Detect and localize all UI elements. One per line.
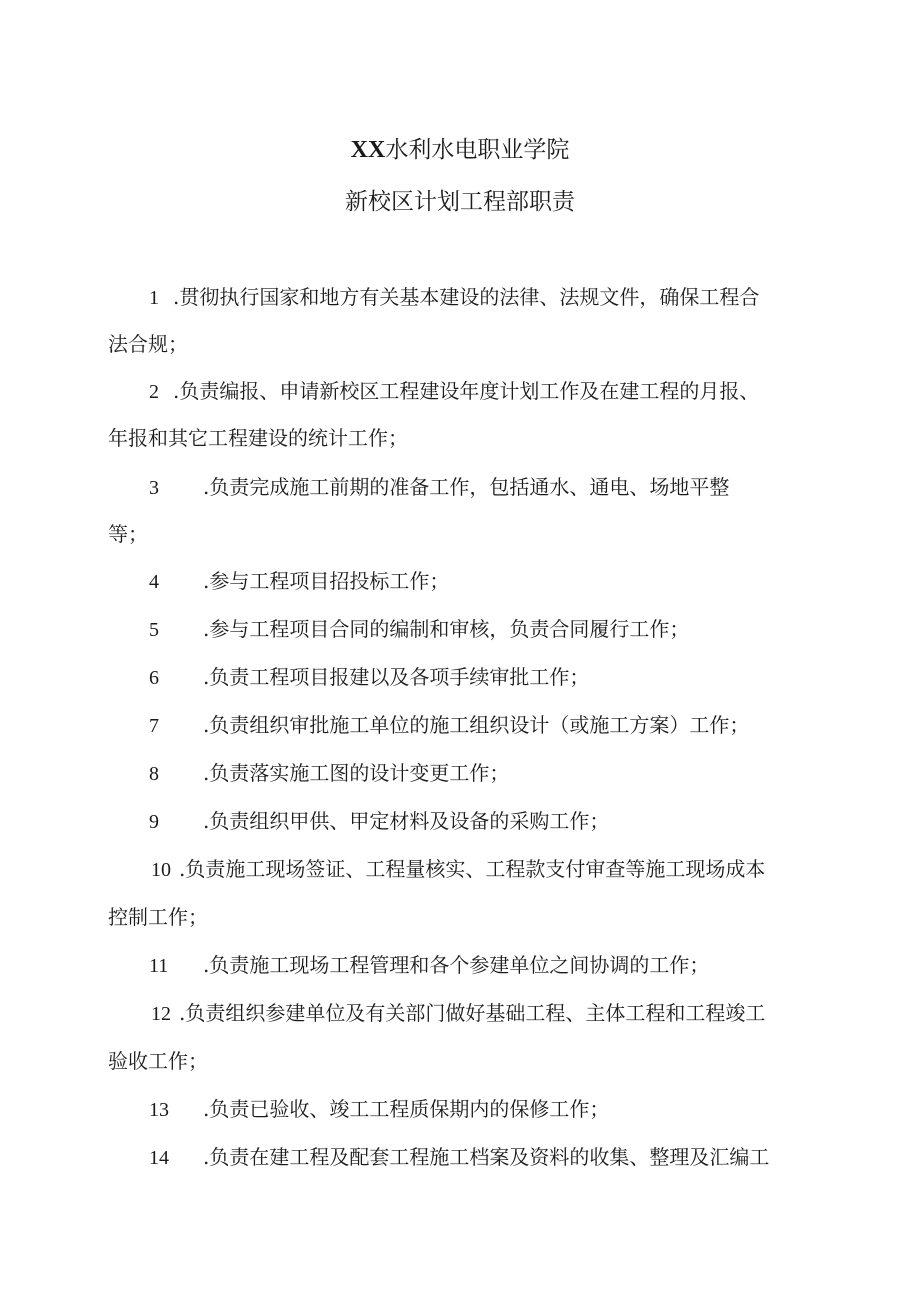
item-number: 12	[151, 1003, 171, 1025]
item-number: 14	[149, 1147, 169, 1169]
list-item	[151, 854, 920, 885]
item-number: 2	[149, 381, 159, 403]
list-item	[149, 472, 920, 503]
item-text: .负责组织参建单位及有关部门做好基础工程、主体工程和工程竣工	[179, 1001, 766, 1025]
item-text: .参与工程项目合同的编制和审核，负责合同履行工作；	[203, 617, 690, 641]
title-latin: XX	[350, 137, 386, 163]
item-number: 3	[149, 477, 159, 499]
list-item	[149, 376, 920, 407]
item-text: .负责完成施工前期的准备工作，包括通水、通电、场地平整	[203, 475, 730, 499]
item-text: .参与工程项目招投标工作；	[203, 569, 450, 593]
item-number: 11	[149, 955, 169, 977]
document-subtitle: 新校区计划工程部职责	[345, 189, 575, 215]
item-text: .负责在建工程及配套工程施工档案及资料的收集、整理及汇编工	[203, 1145, 770, 1169]
item-number: 6	[149, 667, 159, 689]
list-item	[149, 950, 920, 981]
title-rest: 水利水电职业学院	[385, 137, 570, 163]
item-number: 5	[149, 619, 159, 641]
list-item	[149, 710, 920, 741]
item-text: .负责施工现场签证、工程量核实、工程款支付审查等施工现场成本	[179, 857, 766, 881]
list-item	[149, 662, 920, 693]
item-continuation: 等；	[108, 522, 148, 546]
item-text: .负责落实施工图的设计变更工作；	[203, 761, 510, 785]
item-continuation: 法合规；	[108, 332, 188, 356]
item-number: 7	[149, 715, 159, 737]
item-text: .负责工程项目报建以及各项手续审批工作；	[203, 665, 590, 689]
item-number: 4	[149, 571, 159, 593]
list-item	[149, 614, 920, 645]
item-text: .负责组织审批施工单位的施工组织设计（或施工方案）工作；	[203, 713, 750, 737]
item-number: 13	[149, 1099, 169, 1121]
item-text: .负责编报、申请新校区工程建设年度计划工作及在建工程的月报、	[173, 379, 760, 403]
item-number: 9	[149, 811, 159, 833]
list-item	[149, 566, 920, 597]
item-continuation: 验收工作；	[108, 1049, 208, 1073]
list-item	[151, 998, 920, 1029]
item-text: .负责组织甲供、甲定材料及设备的采购工作；	[203, 809, 610, 833]
item-continuation: 年报和其它工程建设的统计工作；	[108, 426, 408, 450]
item-number: 10	[151, 859, 171, 881]
list-item	[149, 758, 920, 789]
item-number: 8	[149, 763, 159, 785]
list-item	[149, 806, 920, 837]
item-continuation: 控制工作；	[108, 905, 208, 929]
list-item	[149, 1094, 920, 1125]
item-number: 1	[149, 287, 159, 309]
list-item	[149, 282, 920, 313]
item-text: .负责已验收、竣工工程质保期内的保修工作；	[203, 1097, 610, 1121]
list-item	[149, 1142, 920, 1173]
item-text: .贯彻执行国家和地方有关基本建设的法律、法规文件，确保工程合	[173, 285, 760, 309]
document-title	[0, 135, 920, 165]
item-text: .负责施工现场工程管理和各个参建单位之间协调的工作；	[203, 953, 710, 977]
